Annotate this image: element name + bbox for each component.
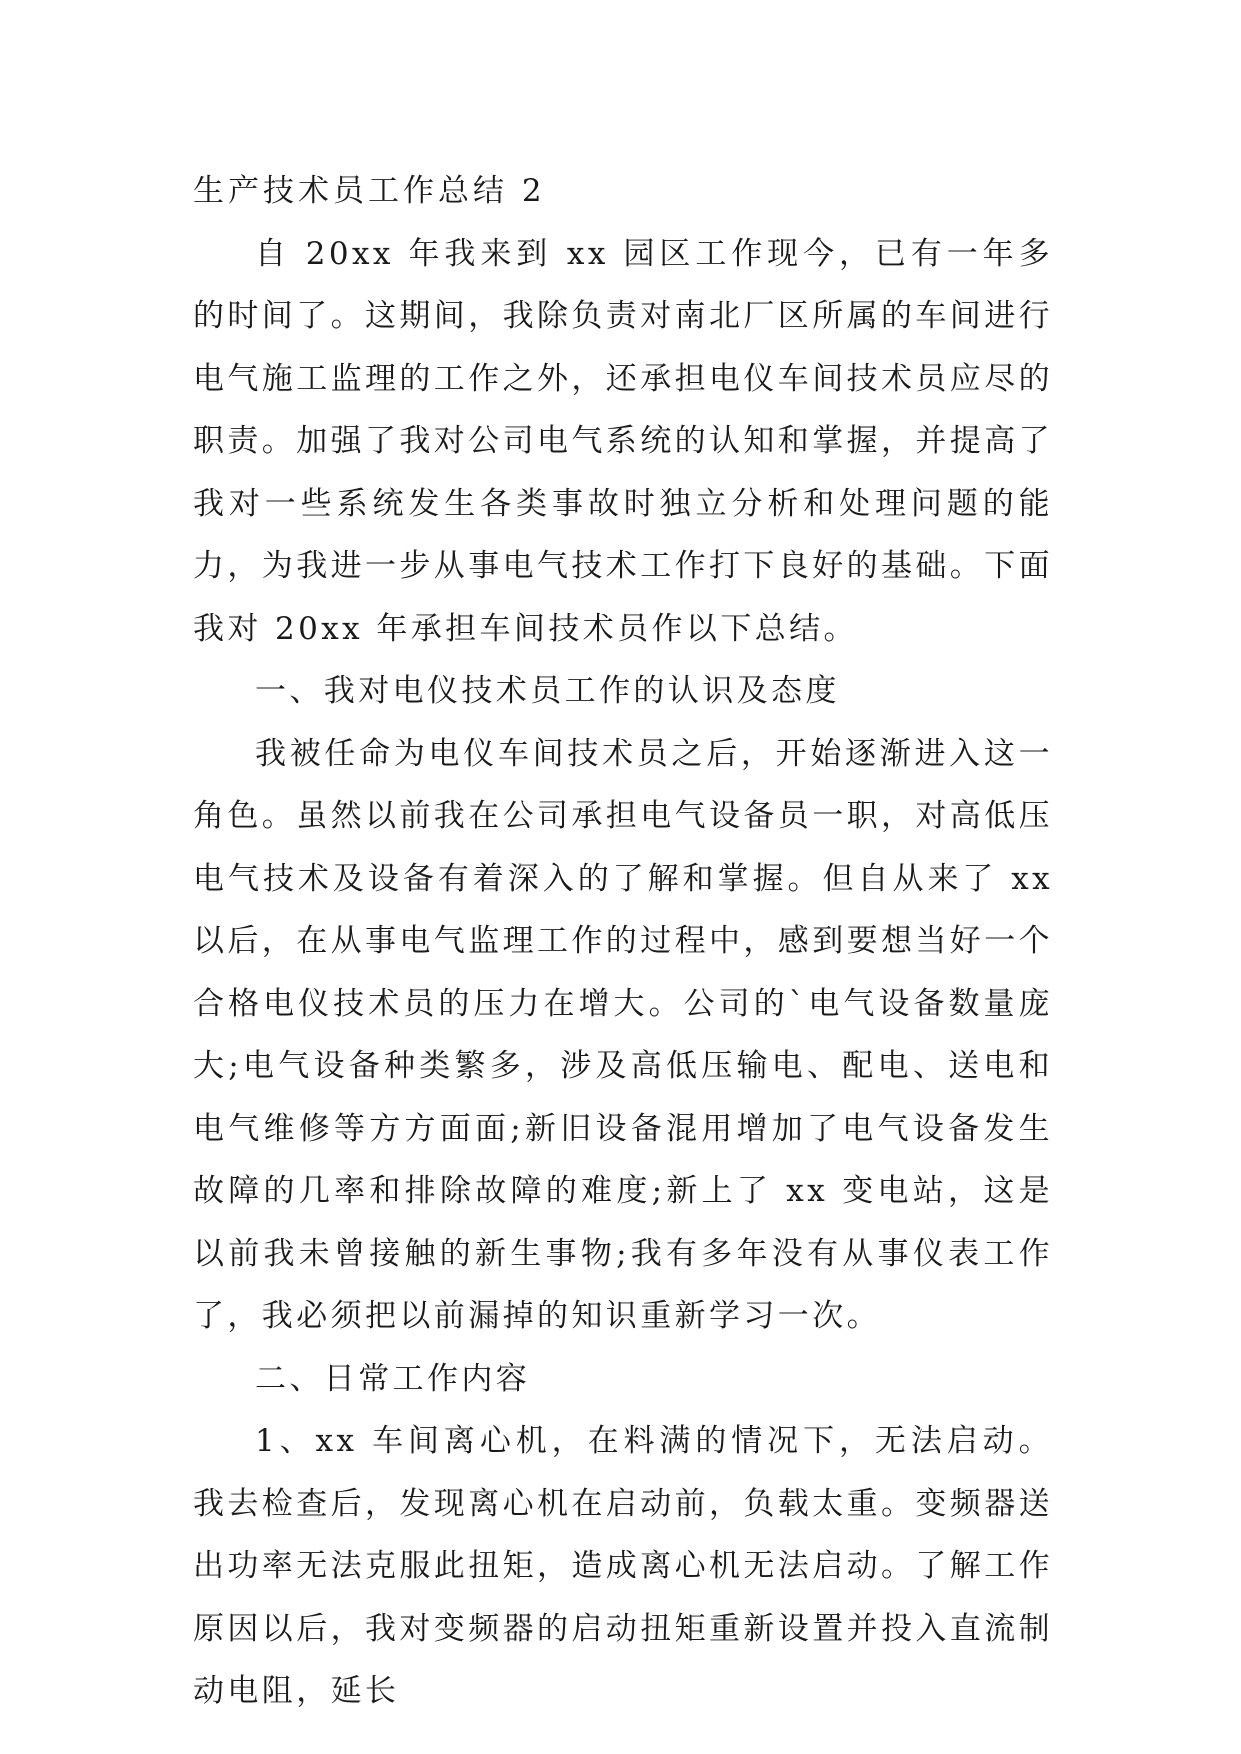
paragraph-section-2-item-1: 1、xx 车间离心机，在料满的情况下，无法启动。我去检查后，发现离心机在启动前，负载太重。变频器送出功率无法克服此扭矩，造成离心机无法启动。了解工作原因以后，我对变频器的启动扭矩重新设置并投入直流制动电阻，延长	[193, 1423, 1053, 1709]
section-heading-2: 二、日常工作内容	[255, 1360, 531, 1397]
paragraph-intro: 自 20xx 年我来到 xx 园区工作现今，已有一年多的时间了。这期间，我除负责对南北厂区所属的车间进行电气施工监理的工作之外，还承担电仪车间技术员应尽的职责。加强了我对公司电气系统的认知和掌握，并提高了我对一些系统发生各类事故时独立分析和处理问题的能力，为我进一步从事电气技术工作打下良好的基础。下面我对 20xx 年承担车间技术员作以下总结。	[193, 235, 1053, 647]
document-body	[193, 160, 1053, 1723]
paragraph-section-1: 我被任命为电仪车间技术员之后，开始逐渐进入这一角色。虽然以前我在公司承担电气设备员一职，对高低压电气技术及设备有着深入的了解和掌握。但自从来了 xx 以后，在从事电气监理工作的过程中，感到要想当好一个合格电仪技术员的压力在增大。公司的`电气设备数量庞大;电气设备种类繁多，涉及高低压输电、配电、送电和电气维修等方方面面;新旧设备混用增加了电气设备发生故障的几率和排除故障的难度;新上了 xx 变电站，这是以前我未曾接触的新生事物;我有多年没有从事仪表工作了，我必须把以前漏掉的知识重新学习一次。	[193, 735, 1053, 1334]
section-heading-1: 一、我对电仪技术员工作的认识及态度	[255, 673, 840, 709]
document-title: 生产技术员工作总结 2	[193, 173, 546, 209]
